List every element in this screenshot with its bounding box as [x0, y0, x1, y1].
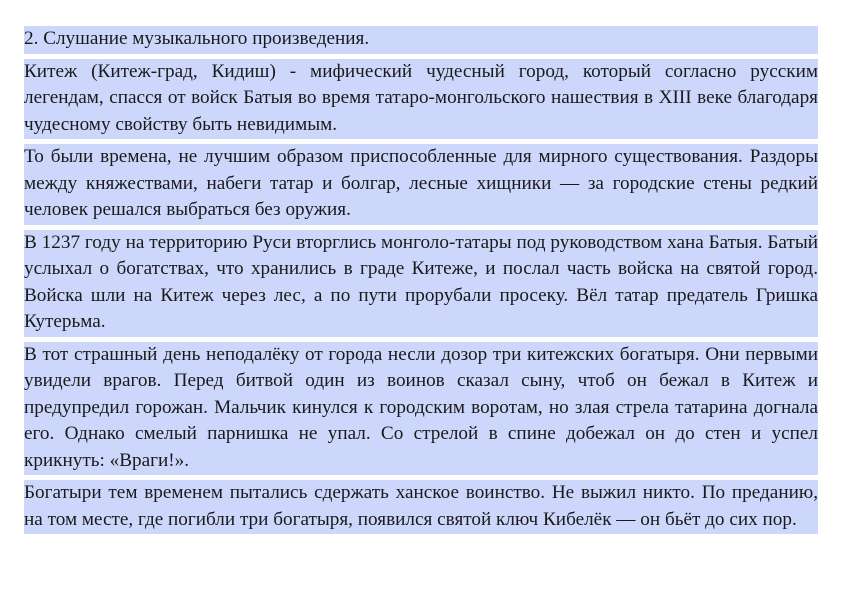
paragraph-kitezh-intro: Китеж (Китеж-град, Кидиш) - мифический чудесный город, который согласно русским легендам, спасся от войск Батыя во время татаро-монгольского нашествия в XIII веке благодаря чудесному свойству быть невидимым. — [24, 59, 818, 140]
paragraph-bogatyrs-watch: В тот страшный день неподалёку от города несли дозор три китежских богатыря. Они первыми увидели врагов. Перед битвой один из воинов сказал сыну, чтоб он бежал в Китеж и предупредил горожан. Мальчик кинулся к городским воротам, но злая стрела татарина догнала его. Однако смелый парнишка не упал. Со стрелой в спине добежал он до стен и успел крикнуть: «Враги!». — [24, 342, 818, 476]
paragraph-invasion: В 1237 году на территорию Руси вторглись монголо-татары под руководством хана Батыя. Батый услыхал о богатствах, что хранились в граде Китеже, и послал часть войска на святой город. Войска шли на Китеж через лес, а по пути прорубали просеку. Вёл татар предатель Гришка Кутерьма. — [24, 230, 818, 337]
paragraph-times: То были времена, не лучшим образом приспособленные для мирного существования. Раздоры между княжествами, набеги татар и болгар, лесные хищники — за городские стены редкий человек решался выбраться без оружия. — [24, 144, 818, 225]
paragraph-holy-spring: Богатыри тем временем пытались сдержать ханское воинство. Не выжил никто. По преданию, на том месте, где погибли три богатыря, появился святой ключ Кибелёк — он бьёт до сих пор. — [24, 480, 818, 534]
text-block — [24, 26, 818, 539]
section-heading: 2. Слушание музыкального произведения. — [24, 26, 818, 54]
